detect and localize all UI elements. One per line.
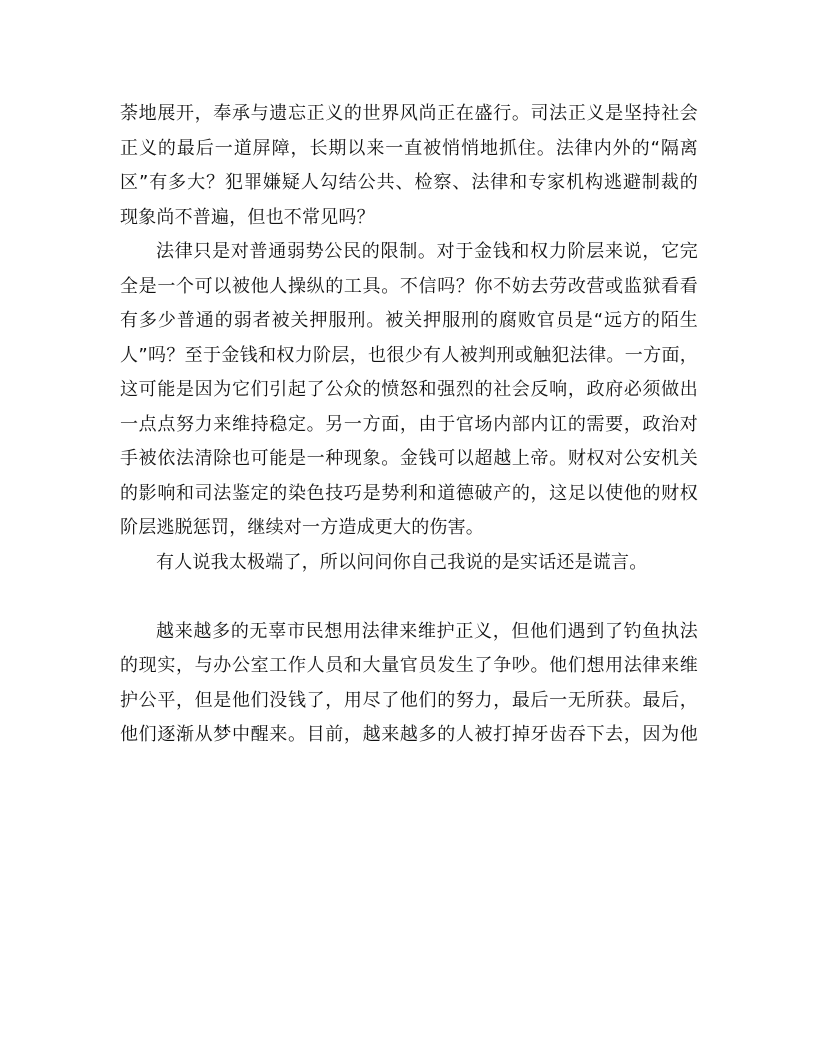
text-line: 越来越多的无辜市民想用法律来维护正义，但他们遇到了钓鱼执法 — [156, 620, 698, 642]
text-line: 护公平，但是他们没钱了，用尽了他们的努力，最后一无所获。最后， — [120, 689, 698, 711]
text-line: 他们逐渐从梦中醒来。目前，越来越多的人被打掉牙齿吞下去，因为他 — [120, 724, 698, 745]
text-line: 荼地展开，奉承与遗忘正义的世界风尚正在盛行。司法正义是坚持社会 — [120, 103, 698, 124]
text-line: 这可能是因为它们引起了公众的愤怒和强烈的社会反响，政府必须做出 — [120, 379, 698, 400]
text-line: 正义的最后一道屏障，长期以来一直被悄悄地抓住。法律内外的“隔离 — [120, 137, 698, 159]
text-line: 区”有多大？犯罪嫌疑人勾结公共、检察、法律和专家机构逃避制裁的 — [120, 172, 698, 193]
text-line: 全是一个可以被他人操纵的工具。不信吗？你不妨去劳改营或监狱看看 — [120, 275, 698, 297]
text-line: 有人说我太极端了，所以问问你自己我说的是实话还是谎言。 — [156, 551, 648, 573]
text-line: 人”吗？至于金钱和权力阶层，也很少有人被判刑或触犯法律。一方面， — [120, 344, 698, 366]
paragraph-4 — [120, 615, 698, 753]
text-line: 的现实，与办公室工作人员和大量官员发生了争吵。他们想用法律来维 — [120, 655, 698, 676]
paragraph-1 — [120, 97, 698, 235]
text-line: 现象尚不普遍，但也不常见吗？ — [120, 206, 375, 228]
paragraph-gap — [120, 580, 698, 615]
text-line: 手被依法清除也可能是一种现象。金钱可以超越上帝。财权对公安机关 — [120, 448, 698, 469]
text-line: 的影响和司法鉴定的染色技巧是势利和道德破产的，这足以使他的财权 — [120, 482, 698, 504]
text-line: 有多少普通的弱者被关押服刑。被关押服刑的腐败官员是“远方的陌生 — [120, 310, 698, 331]
paragraph-2 — [120, 235, 698, 546]
text-line: 一点点努力来维持稳定。另一方面，由于官场内部内讧的需要，政治对 — [120, 413, 698, 435]
paragraph-3 — [120, 546, 698, 581]
text-line: 法律只是对普通弱势公民的限制。对于金钱和权力阶层来说，它完 — [156, 241, 698, 262]
body-text — [120, 97, 698, 753]
text-line: 阶层逃脱惩罚，继续对一方造成更大的伤害。 — [120, 517, 484, 538]
